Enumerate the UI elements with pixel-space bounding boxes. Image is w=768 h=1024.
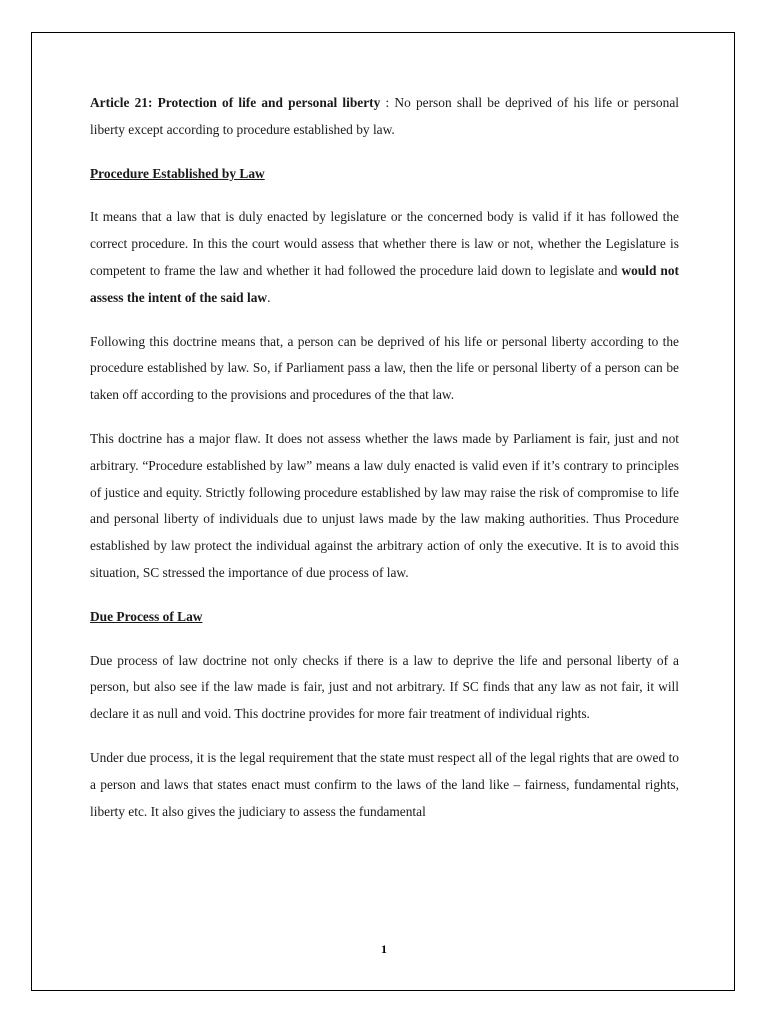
paragraph-bold-text: would not assess the intent of the said law <box>90 262 679 305</box>
article-separator: : <box>380 95 395 110</box>
article-title: Article 21: Protection of life and personal liberty <box>90 95 381 110</box>
article-text: No person shall be deprived of his life or personal liberty except according to procedure established by law. <box>90 95 679 137</box>
paragraph: Due process of law doctrine not only checks if there is a law to deprive the life and personal liberty of a person, but also see if the law made is fair, just and not arbitrary. If SC finds that any law as not fair, it will declare it as null and void. This doctrine provides for more fair treatment of individual rights. <box>90 652 679 722</box>
paragraph <box>90 204 679 311</box>
section-heading-procedure: Procedure Established by Law <box>90 165 265 181</box>
article-paragraph <box>90 90 679 144</box>
paragraph: Following this doctrine means that, a person can be deprived of his life or personal liberty according to the procedure established by law. So, if Parliament pass a law, then the life or personal liberty of a person can be taken off according to the provisions and procedures of the that law. <box>90 333 679 403</box>
paragraph: Under due process, it is the legal requirement that the state must respect all of the legal rights that are owed to a person and laws that states enact must confirm to the laws of the land like – fairness, fundamental rights, liberty etc. It also gives the judiciary to assess the fundamental <box>90 749 679 819</box>
paragraph: This doctrine has a major flaw. It does not assess whether the laws made by Parliament is fair, just and not arbitrary. “Procedure established by law” means a law duly enacted is valid even if it’s contrary to principles of justice and equity. Strictly following procedure established by law may raise the risk of compromise to life and personal liberty of individuals due to unjust laws made by the law making authorities. Thus Procedure established by law protect the individual against the arbitrary action of only the executive. It is to avoid this situation, SC stressed the importance of due process of law. <box>90 430 679 580</box>
paragraph-text: It means that a law that is duly enacted by legislature or the concerned body is valid if it has followed the correct procedure. In this the court would assess that whether there is law or not, whether the Legislature is competent to frame the law and whether it had followed the procedure laid down to legislate and <box>90 209 679 278</box>
document-body <box>90 90 679 842</box>
page-number: 1 <box>381 942 387 956</box>
paragraph-end: . <box>267 289 271 305</box>
section-heading-due-process: Due Process of Law <box>90 608 203 624</box>
